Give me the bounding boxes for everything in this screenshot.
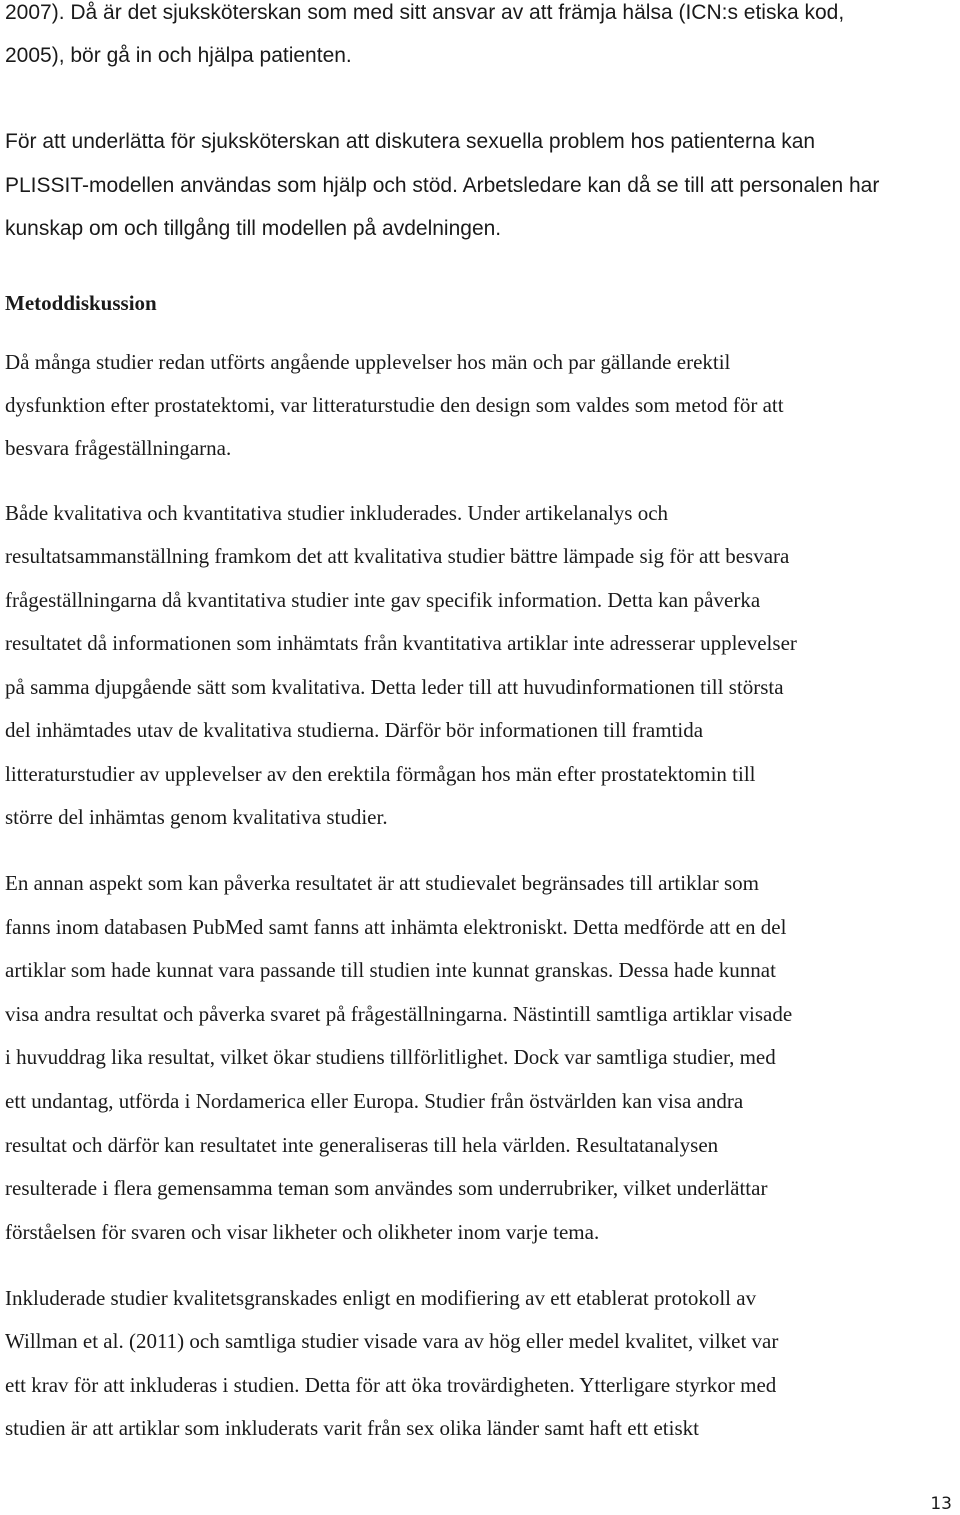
text-line: kunskap om och tillgång till modellen på avdelningen. (5, 217, 502, 240)
text-line: litteraturstudier av upplevelser av den erektila förmågan hos män efter prostatektomin till (5, 762, 756, 786)
text-line: på samma djupgående sätt som kvalitativa. Detta leder till att huvudinformationen till största (5, 675, 784, 699)
page-number: 13 (930, 1494, 952, 1514)
text-line: del inhämtades utav de kvalitativa studierna. Därför bör informationen till framtida (5, 718, 704, 742)
text-line: dysfunktion efter prostatektomi, var litteraturstudie den design som valdes som metod för att (5, 393, 784, 417)
section-heading: Metoddiskussion (5, 291, 157, 315)
text-line: i huvuddrag lika resultat, vilket ökar studiens tillförlitlighet. Dock var samtliga studier, med (5, 1045, 776, 1069)
text-line: Både kvalitativa och kvantitativa studier inkluderades. Under artikelanalys och (5, 501, 669, 525)
text-line: ett krav för att inkluderas i studien. Detta för att öka trovärdigheten. Ytterligare styrkor med (5, 1373, 777, 1397)
text-line: resultatet då informationen som inhämtats från kvantitativa artiklar inte adresserar upplevelser (5, 631, 797, 655)
text-line: Då många studier redan utförts angående upplevelser hos män och par gällande erektil (5, 350, 731, 374)
text-line: förståelsen för svaren och visar likheter och olikheter inom varje tema. (5, 1220, 600, 1244)
text-line: studien är att artiklar som inkluderats varit från sex olika länder samt haft ett etiskt (5, 1416, 699, 1440)
text-line: frågeställningarna då kvantitativa studier inte gav specifik information. Detta kan påverka (5, 588, 761, 612)
text-line: större del inhämtas genom kvalitativa studier. (5, 805, 388, 829)
text-line: PLISSIT-modellen användas som hjälp och stöd. Arbetsledare kan då se till att personalen har (5, 174, 880, 197)
text-line: resulterade i flera gemensamma teman som användes som underrubriker, vilket underlättar (5, 1176, 768, 1200)
text-line: visa andra resultat och påverka svaret på frågeställningarna. Nästintill samtliga artiklar visade (5, 1002, 793, 1026)
text-line: För att underlätta för sjuksköterskan att diskutera sexuella problem hos patienterna kan (5, 130, 816, 153)
text-line: ett undantag, utförda i Nordamerica eller Europa. Studier från östvärlden kan visa andra (5, 1089, 744, 1113)
text-line: artiklar som hade kunnat vara passande till studien inte kunnat granskas. Dessa hade kunnat (5, 958, 776, 982)
text-line: Inkluderade studier kvalitetsgranskades enligt en modifiering av ett etablerat protokoll av (5, 1286, 757, 1310)
text-line: 2005), bör gå in och hjälpa patienten. (5, 44, 352, 67)
text-line: besvara frågeställningarna. (5, 436, 232, 460)
text-line: resultat och därför kan resultatet inte generaliseras till hela världen. Resultatanalysen (5, 1133, 719, 1157)
text-line: Willman et al. (2011) och samtliga studier visade vara av hög eller medel kvalitet, vilket var (5, 1329, 779, 1353)
text-line: 2007). Då är det sjuksköterskan som med sitt ansvar av att främja hälsa (ICN:s etiska kod, (5, 1, 845, 24)
text-line: fanns inom databasen PubMed samt fanns att inhämta elektroniskt. Detta medförde att en del (5, 915, 787, 939)
text-line: En annan aspekt som kan påverka resultatet är att studievalet begränsades till artiklar som (5, 871, 759, 895)
text-line: resultatsammanställning framkom det att kvalitativa studier bättre lämpade sig för att besvara (5, 544, 790, 568)
